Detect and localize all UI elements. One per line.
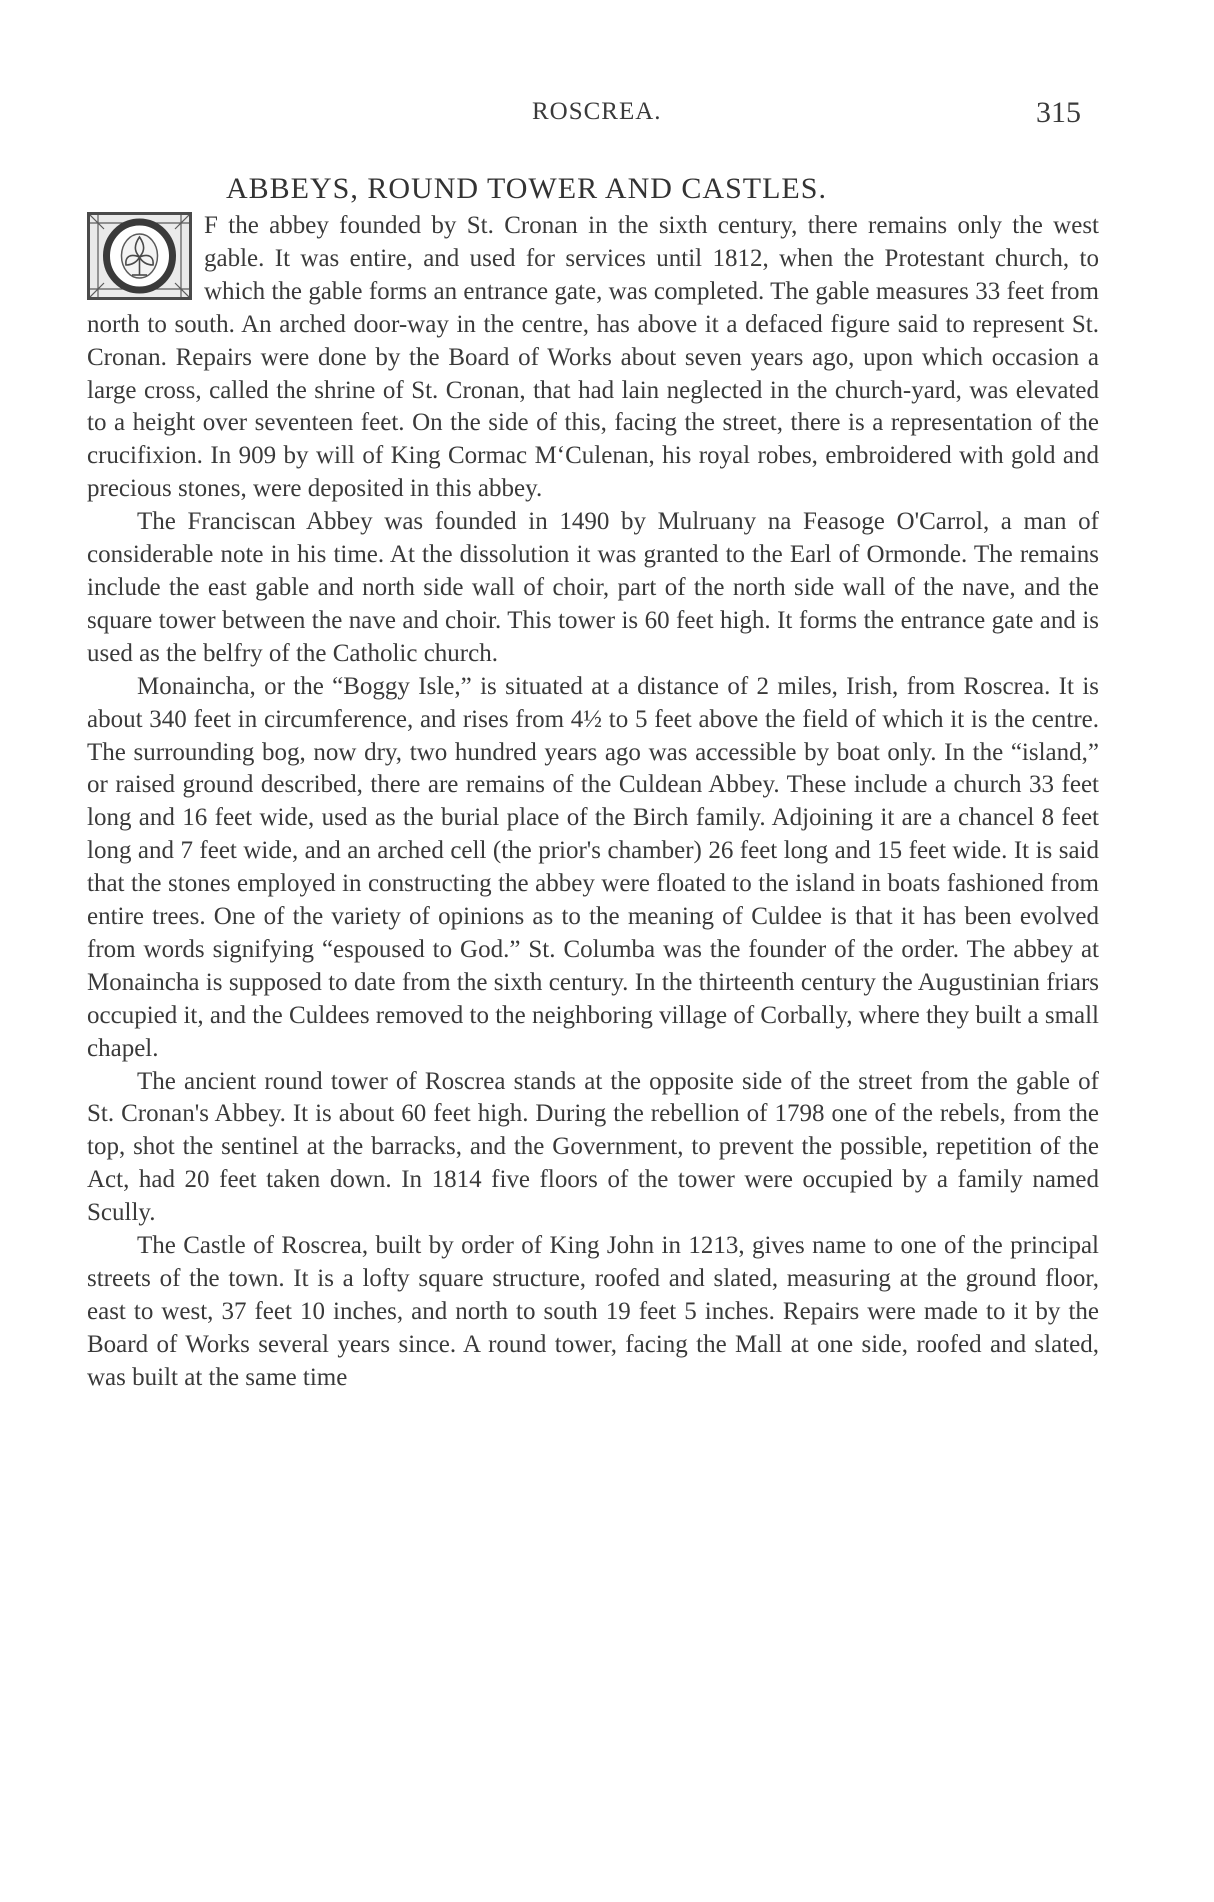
running-header <box>0 96 1214 136</box>
page-number: 315 <box>1036 96 1081 129</box>
paragraph-monaincha: Monaincha, or the “Boggy Isle,” is situated at a distance of 2 miles, Irish, from Roscrea. It is about 340 feet in circumference, and rises from 4½ to 5 feet above the field of which it is the centre. The surrounding bog, now dry, two hundred years ago was accessible by boat only. In the “island,” or raised ground described, there are remains of the Culdean Abbey. These include a church 33 feet long and 16 feet wide, used as the burial place of the Birch family. Adjoining it are a chancel 8 feet long and 7 feet wide, and an arched cell (the prior's chamber) 26 feet long and 15 feet wide. It is said that the stones employed in constructing the abbey were floated to the island in boats fashioned from entire trees. One of the variety of opinions as to the meaning of Culdee is that it has been evolved from words signifying “espoused to God.” St. Columba was the founder of the order. The abbey at Monaincha is supposed to date from the sixth century. In the thirteenth century the Augustinian friars occupied it, and the Culdees removed to the neighboring village of Corbally, where they built a small chapel. <box>87 672 1099 1062</box>
paragraph-text: F the abbey founded by St. Cronan in the sixth century, there remains only the west gable. It was entire, and used for services until 1812, when the Protestant church, to which the gable forms an entrance gate, was completed. The gable measures 33 feet from north to south. An arched door-way in the centre, has above it a defaced figure said to represent St. Cronan. Repairs were done by the Board of Works about seven years ago, upon which occasion a large cross, called the shrine of St. Cronan, that had lain neglected in the church-yard, was elevated to a height over seventeen feet. On the side of this, facing the street, there is a representation of the crucifixion. In 909 by will of King Cormac M‘Culenan, his royal robes, embroidered with gold and precious stones, were deposited in this abbey. <box>87 212 1099 503</box>
ornamental-initial-o-icon <box>87 212 192 300</box>
paragraph-round-tower: The ancient round tower of Roscrea stands at the opposite side of the street from the gable of St. Cronan's Abbey. It is about 60 feet high. During the rebellion of 1798 one of the rebels, from the top, shot the sentinel at the barracks, and the Government, to prevent the possible, repetition of the Act, had 20 feet taken down. In 1814 five floors of the tower were occupied by a family named Scully. <box>87 1067 1099 1227</box>
paragraph-castle-of-roscrea: The Castle of Roscrea, built by order of King John in 1213, gives name to one of the principal streets of the town. It is a lofty square structure, roofed and slated, measuring at the ground floor, east to west, 37 feet 10 inches, and north to south 19 feet 5 inches. Repairs were made to it by the Board of Works several years since. A round tower, facing the Mall at one side, roofed and slated, was built at the same time <box>87 1232 1099 1391</box>
body-text <box>87 210 1099 1395</box>
paragraph-st-cronans-abbey <box>87 210 1099 506</box>
running-title: ROSCREA. <box>532 98 662 125</box>
paragraph-franciscan-abbey: The Franciscan Abbey was founded in 1490 by Mulruany na Feasoge O'Carrol, a man of considerable note in his time. At the dissolution it was granted to the Earl of Ormonde. The remains include the east gable and north side wall of choir, part of the north side wall of the nave, and the square tower between the nave and choir. This tower is 60 feet high. It forms the entrance gate and is used as the belfry of the Catholic church. <box>87 508 1099 667</box>
section-heading: ABBEYS, ROUND TOWER AND CASTLES. <box>226 172 827 205</box>
